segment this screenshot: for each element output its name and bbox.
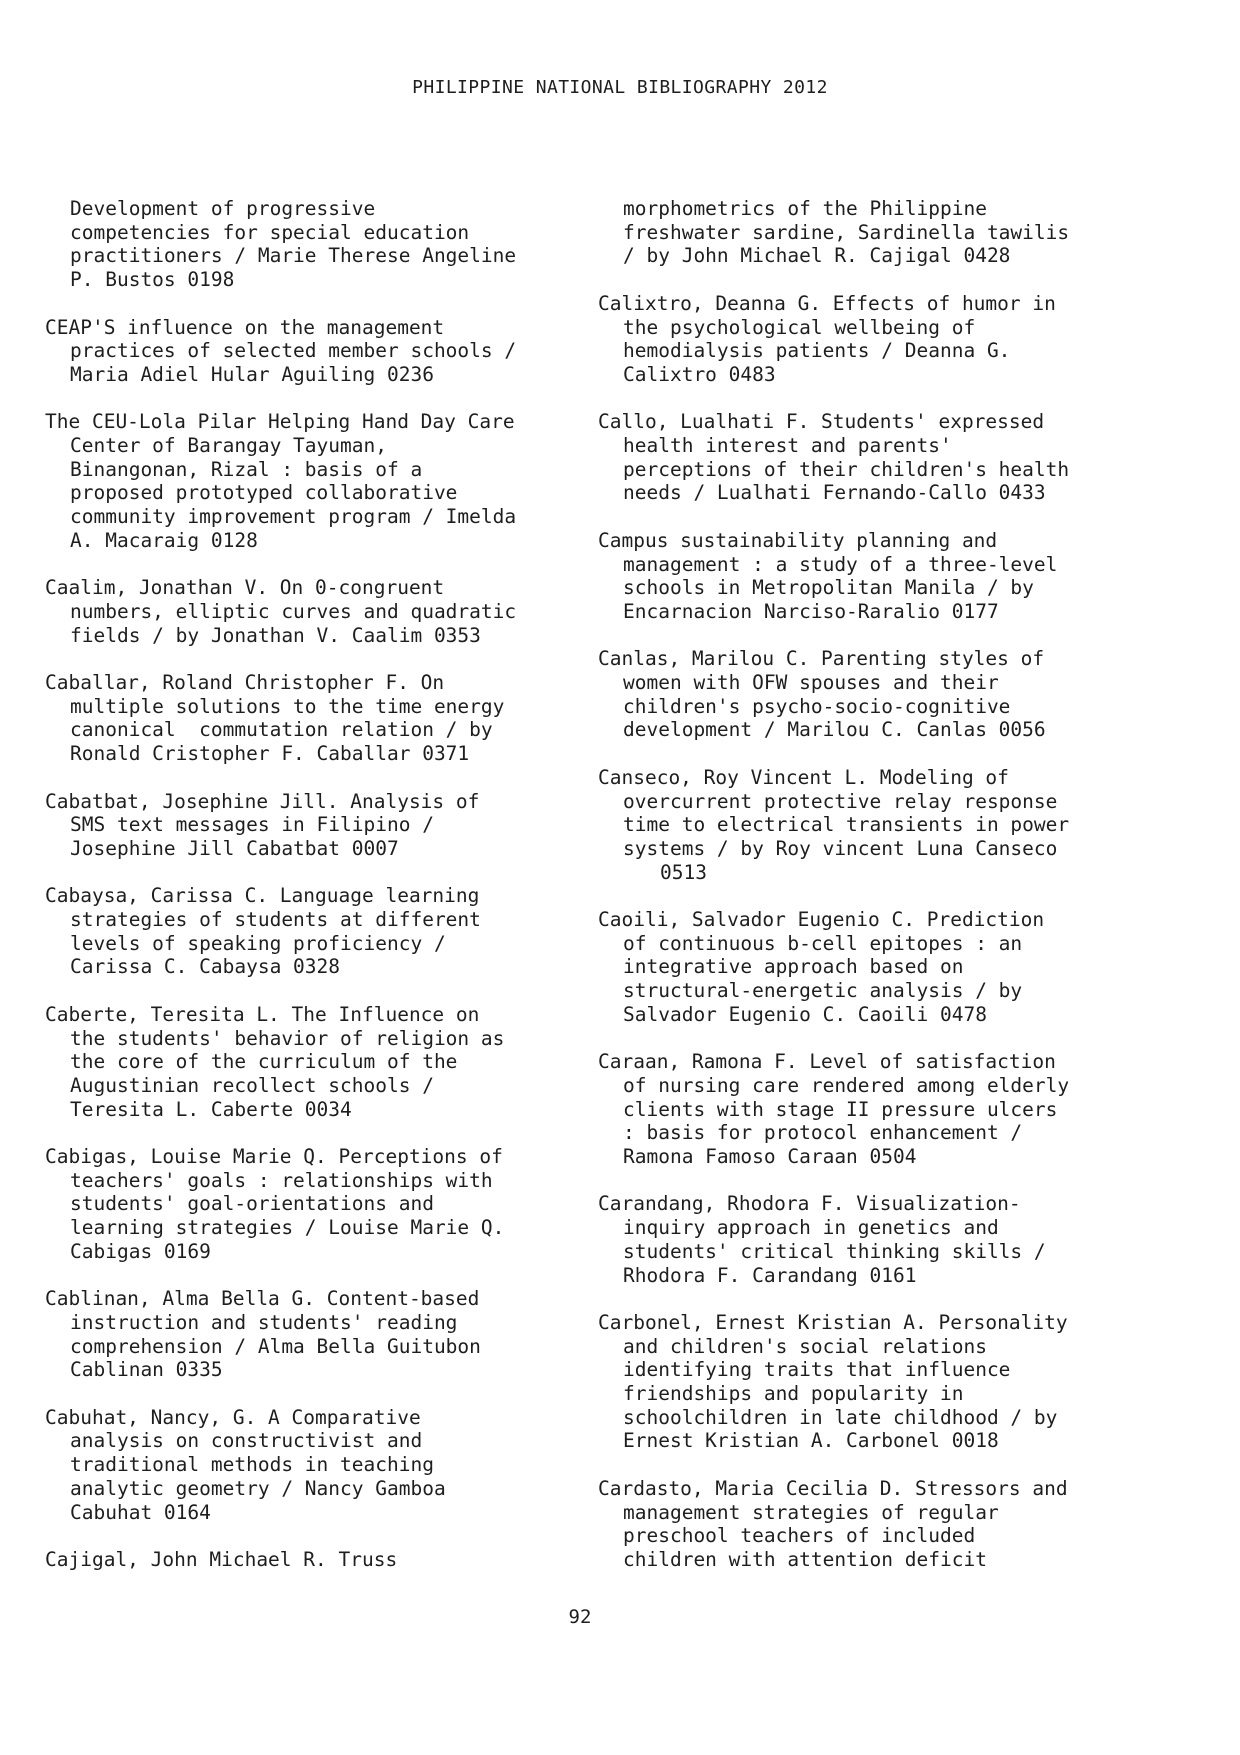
entry-line: management : a study of a three-level (623, 552, 1058, 576)
entry-line: students' critical thinking skills / (623, 1239, 1046, 1263)
entry-line: Canlas, Marilou C. Parenting styles of (598, 647, 1045, 671)
entry-line: The CEU-Lola Pilar Helping Hand Day Care (45, 410, 515, 434)
entry-line: development / Marilou C. Canlas 0056 (623, 718, 1046, 742)
bibliography-entry (45, 671, 565, 766)
entry-line: Callo, Lualhati F. Students' expressed (598, 410, 1045, 434)
entry-line: CEAP'S influence on the management (45, 315, 445, 339)
bibliography-entry (45, 1548, 565, 1572)
entry-line: freshwater sardine, Sardinella tawilis (623, 220, 1070, 244)
entry-line: Calixtro 0483 (623, 362, 776, 386)
entry-line: Caalim, Jonathan V. On 0-congruent (45, 576, 445, 600)
entry-line: proposed prototyped collaborative (70, 481, 458, 505)
entry-line: schoolchildren in late childhood / by (623, 1405, 1058, 1429)
entry-line: analytic geometry / Nancy Gamboa (70, 1476, 446, 1500)
bibliography-entry (598, 410, 1178, 505)
entry-line: Ernest Kristian A. Carbonel 0018 (623, 1429, 999, 1453)
entry-line: Cajigal, John Michael R. Truss (45, 1547, 398, 1571)
entry-line: integrative approach based on (623, 955, 964, 979)
entry-line: perceptions of their children's health (623, 457, 1070, 481)
entry-line: levels of speaking proficiency / (70, 931, 446, 955)
entry-line: health interest and parents' (623, 434, 952, 457)
entry-line: numbers, elliptic curves and quadratic (70, 599, 517, 623)
bibliography-entry (598, 197, 1178, 268)
entry-line: fields / by Jonathan V. Caalim 0353 (70, 623, 481, 647)
entry-line: Cabigas, Louise Marie Q. Perceptions of (45, 1145, 503, 1168)
entry-line: time to electrical transients in power (623, 813, 1070, 837)
entry-line: the students' behavior of religion as (70, 1026, 505, 1050)
entry-line: clients with stage II pressure ulcers (623, 1097, 1058, 1121)
entry-line: hemodialysis patients / Deanna G. (623, 339, 1011, 363)
bibliography-entry (45, 410, 565, 552)
entry-line: needs / Lualhati Fernando-Callo 0433 (623, 481, 1046, 505)
entry-line: Calixtro, Deanna G. Effects of humor in (598, 291, 1056, 315)
entry-line: Maria Adiel Hular Aguiling 0236 (70, 362, 434, 386)
entry-line: Carbonel, Ernest Kristian A. Personality (598, 1310, 1068, 1334)
entry-line: children with attention deficit (623, 1547, 987, 1571)
bibliography-entry (598, 529, 1178, 624)
bibliography-entry (598, 1050, 1178, 1169)
entry-line: Campus sustainability planning and (598, 528, 998, 552)
entry-line: Josephine Jill Cabatbat 0007 (70, 836, 399, 860)
entry-line: practitioners / Marie Therese Angeline (70, 244, 517, 268)
entry-line: analysis on constructivist and (70, 1429, 423, 1453)
entry-line: women with OFW spouses and their (623, 671, 999, 694)
entry-line: preschool teachers of included (623, 1524, 976, 1548)
bibliography-entry (45, 884, 565, 979)
entry-line: Encarnacion Narciso-Raralio 0177 (623, 599, 999, 623)
entry-line: Augustinian recollect schools / (70, 1073, 434, 1097)
entry-line: morphometrics of the Philippine (623, 197, 987, 220)
entry-line: SMS text messages in Filipino / (70, 813, 434, 837)
bibliography-entry (598, 292, 1178, 387)
bibliography-entry (45, 197, 565, 292)
entry-line: Development of progressive (70, 197, 376, 220)
entry-line: Ronald Cristopher F. Caballar 0371 (70, 742, 470, 766)
entry-line: Canseco, Roy Vincent L. Modeling of (598, 765, 1009, 789)
entry-line: Carandang, Rhodora F. Visualization- (598, 1192, 1021, 1216)
entry-line: the core of the curriculum of the (70, 1050, 458, 1074)
entry-line: Caberte, Teresita L. The Influence on (45, 1002, 480, 1026)
entry-line: traditional methods in teaching (70, 1453, 434, 1477)
entry-line: 0513 (660, 860, 707, 884)
bibliography-entry (45, 1003, 565, 1122)
right-column (598, 197, 1178, 1595)
left-column (45, 197, 565, 1595)
entry-line: Cablinan, Alma Bella G. Content-based (45, 1287, 480, 1311)
entry-line: and children's social relations (623, 1334, 987, 1358)
entry-line: systems / by Roy vincent Luna Canseco (623, 836, 1058, 860)
entry-line: Cardasto, Maria Cecilia D. Stressors and (598, 1476, 1068, 1500)
bibliography-entry (45, 316, 565, 387)
entry-line: Cabuhat, Nancy, G. A Comparative (45, 1405, 421, 1429)
entry-line: Rhodora F. Carandang 0161 (623, 1263, 917, 1287)
bibliography-entry (45, 576, 565, 647)
page-number: 92 (568, 1606, 592, 1628)
entry-line: Salvador Eugenio C. Caoili 0478 (623, 1002, 987, 1026)
entry-line: management strategies of regular (623, 1500, 999, 1524)
entry-line: of continuous b-cell epitopes : an (623, 931, 1023, 955)
entry-line: Center of Barangay Tayuman, (70, 434, 387, 457)
entry-line: Cabaysa, Carissa C. Language learning (45, 884, 480, 908)
entry-line: children's psycho-socio-cognitive (623, 694, 1011, 718)
entry-line: Caoili, Salvador Eugenio C. Prediction (598, 908, 1045, 931)
entry-line: overcurrent protective relay response (623, 789, 1058, 813)
entry-line: Caraan, Ramona F. Level of satisfaction (598, 1050, 1056, 1074)
bibliography-entry (45, 1287, 565, 1382)
entry-line: Ramona Famoso Caraan 0504 (623, 1145, 917, 1169)
entry-line: competencies for special education (70, 220, 470, 244)
entry-line: strategies of students at different (70, 908, 481, 931)
entry-line: Cabuhat 0164 (70, 1500, 211, 1524)
bibliography-entry (598, 647, 1178, 742)
entry-line: students' goal-orientations and (70, 1192, 434, 1216)
entry-line: Cablinan 0335 (70, 1358, 223, 1382)
entry-line: : basis for protocol enhancement / (623, 1121, 1023, 1145)
entry-line: teachers' goals : relationships with (70, 1168, 493, 1192)
bibliography-entry (45, 790, 565, 861)
entry-line: Binangonan, Rizal : basis of a (70, 457, 423, 481)
entry-line: friendships and popularity in (623, 1382, 964, 1406)
bibliography-entry (598, 1311, 1178, 1453)
entry-line: A. Macaraig 0128 (70, 528, 258, 552)
entry-line: Carissa C. Cabaysa 0328 (70, 955, 341, 979)
bibliography-entry (45, 1145, 565, 1264)
entry-line: multiple solutions to the time energy (70, 694, 505, 718)
page-header: PHILIPPINE NATIONAL BIBLIOGRAPHY 2012 (412, 77, 828, 98)
entry-line: comprehension / Alma Bella Guitubon (70, 1334, 481, 1358)
bibliography-entry (598, 1192, 1178, 1287)
entry-line: canonical commutation relation / by (70, 718, 493, 742)
entry-line: learning strategies / Louise Marie Q. (70, 1216, 505, 1240)
entry-line: identifying traits that influence (623, 1358, 1011, 1382)
entry-line: the psychological wellbeing of (623, 315, 976, 339)
entry-line: Caballar, Roland Christopher F. On (45, 671, 445, 694)
entry-line: Cabatbat, Josephine Jill. Analysis of (45, 789, 480, 813)
entry-line: schools in Metropolitan Manila / by (623, 576, 1034, 600)
entry-line: structural-energetic analysis / by (623, 979, 1023, 1003)
entry-line: community improvement program / Imelda (70, 505, 517, 529)
entry-line: instruction and students' reading (70, 1310, 458, 1334)
entry-line: Cabigas 0169 (70, 1239, 211, 1263)
entry-line: practices of selected member schools / (70, 339, 517, 363)
bibliography-entry (45, 1406, 565, 1525)
entry-line: / by John Michael R. Cajigal 0428 (623, 244, 1011, 268)
entry-line: Teresita L. Caberte 0034 (70, 1097, 352, 1121)
bibliography-entry (598, 908, 1178, 1027)
entry-line: inquiry approach in genetics and (623, 1216, 999, 1240)
entry-line: P. Bustos 0198 (70, 268, 235, 292)
bibliography-entry (598, 1477, 1178, 1572)
entry-line: of nursing care rendered among elderly (623, 1073, 1070, 1097)
bibliography-entry (598, 766, 1178, 885)
